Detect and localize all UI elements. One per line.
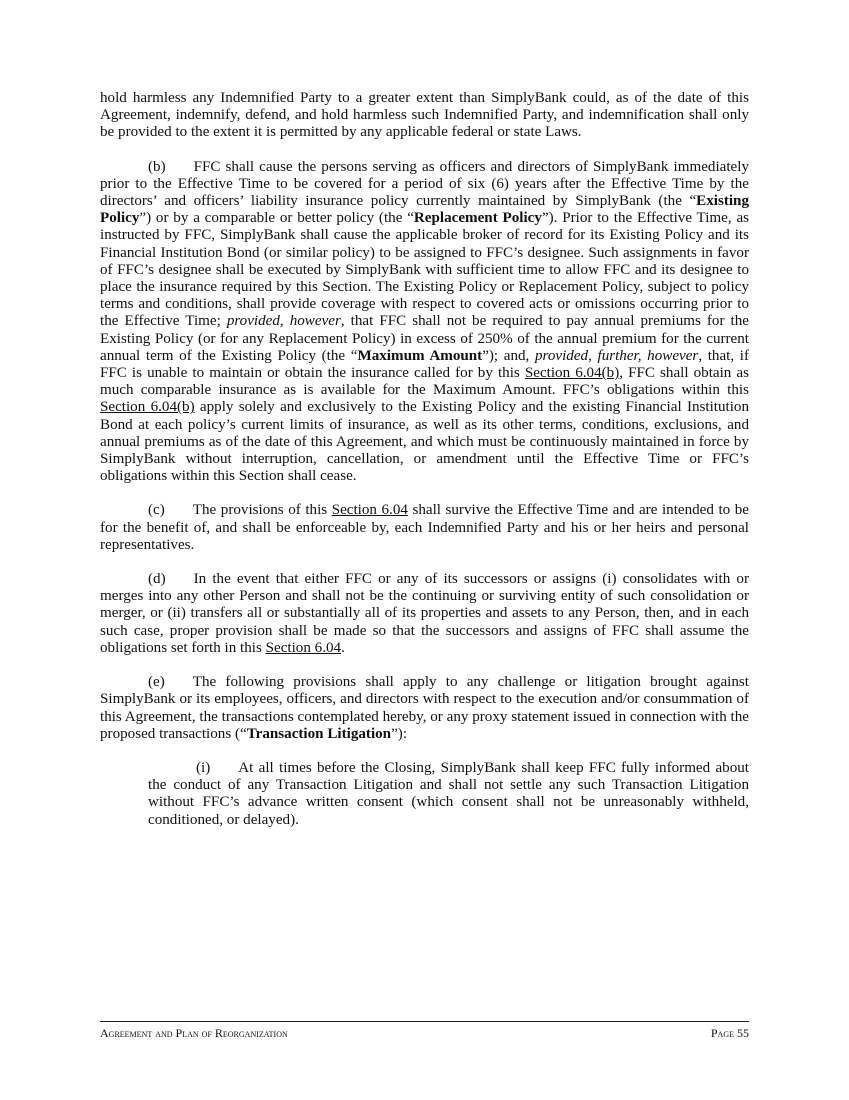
section-ref-6-04-b: Section 6.04(b) bbox=[100, 399, 195, 416]
term-transaction-litigation: Transaction Litigation bbox=[246, 725, 392, 742]
paragraph-b: (b) FFC shall cause the persons serving as officers and directors of SimplyBank immediately prior to the Effective Time to be covered for a period of six (6) years after the Effective Time by the directors’ and officers’ liability insurance policy currently maintained by SimplyBank (the “Existing Policy”) or by a comparable or better policy (the “Replacement Policy”). Prior to the Effective Time, as instructed by FFC, SimplyBank shall cause the applicable broker of record for its Existing Policy and its Financial Institution Bond (or similar policy) to be assigned to FFC’s designee. Such assignments in favor of FFC’s designee shall be executed by SimplyBank with sufficient time to allow FFC and its designee to place the insurance required by this Section. The Existing Policy or Replacement Policy, subject to policy terms and conditions, shall provide coverage with respect to covered acts or omissions occurring prior to the Effective Time; provided, however, that FFC shall not be required to pay annual premiums for the Existing Policy (or for any Replacement Policy) in excess of 250% of the annual premium for the current annual term of the Existing Policy (the “Maximum Amount”); and, provided, further, however, that, if FFC is unable to maintain or obtain the insurance called for by this Section 6.04(b), FFC shall obtain as much comparable insurance as is available for the Maximum Amount. FFC’s obligations within this Section 6.04(b) apply solely and exclusively to the Existing Policy and the existing Financial Institution Bond at each policy’s current limits of insurance, as well as its other terms, conditions, exclusions, and annual premiums as of the date of this Agreement, and which must be continuously maintained in force by SimplyBank without interruption, cancellation, or amendment until the Effective Time or FFC’s obligations within this Section shall cease. bbox=[100, 158, 750, 485]
paragraph-intro: hold harmless any Indemnified Party to a greater extent than SimplyBank could, as of the date of this Agreement, indemnify, defend, and hold harmless such Indemnified Party, and indemnification shall only be provided to the extent it is permitted by any applicable federal or state Laws. bbox=[100, 90, 749, 141]
footer-document-title: Agreement and Plan of Reorganization bbox=[100, 1026, 288, 1040]
section-ref-6-04: Section 6.04 bbox=[331, 502, 408, 519]
paragraph-e-label: (e) bbox=[148, 674, 165, 691]
term-maximum-amount: Maximum Amount bbox=[357, 347, 483, 364]
paragraph-c: (c) The provisions of this Section 6.04 shall survive the Effective Time and are intended to be for the benefit of, and shall be enforceable by, each Indemnified Party and his or her heirs and personal representatives. bbox=[100, 502, 749, 553]
paragraph-e-i-label: (i) bbox=[196, 759, 211, 776]
page-footer bbox=[100, 1021, 749, 1041]
paragraph-e: (e) The following provisions shall apply to any challenge or litigation brought against SimplyBank or its employees, officers, and directors with respect to the execution and/or consummation of this Agreement, the transactions contemplated hereby, or any proxy statement issued in connection with the proposed transactions (“Transaction Litigation”): bbox=[100, 674, 749, 742]
section-ref-6-04-b: Section 6.04(b) bbox=[524, 365, 620, 382]
section-ref-6-04: Section 6.04 bbox=[265, 639, 342, 656]
term-existing-policy: Existing Policy bbox=[100, 193, 749, 227]
paragraph-e-i: (i) At all times before the Closing, SimplyBank shall keep FFC fully informed about the conduct of any Transaction Litigation and shall not settle any such Transaction Litigation without FFC’s advance written consent (which consent shall not be unreasonably withheld, conditioned, or delayed). bbox=[148, 759, 749, 828]
proviso-further-however: provided, further, however bbox=[534, 347, 699, 364]
proviso-however: provided, however bbox=[226, 313, 341, 330]
term-replacement-policy: Replacement Policy bbox=[413, 210, 542, 227]
paragraph-d-label: (d) bbox=[148, 571, 166, 588]
document-body bbox=[100, 90, 749, 846]
paragraph-b-label: (b) bbox=[148, 158, 166, 175]
footer-page-number: Page 55 bbox=[710, 1026, 749, 1040]
paragraph-c-label: (c) bbox=[148, 502, 165, 519]
paragraph-d: (d) In the event that either FFC or any of its successors or assigns (i) consolidates with or merges into any other Person and shall not be the continuing or surviving entity of such consolidation or merger, or (ii) transfers all or substantially all of its properties and assets to any Person, then, and in each such case, proper provision shall be made so that the successors and assigns of FFC shall assume the obligations set forth in this Section 6.04. bbox=[100, 571, 749, 656]
